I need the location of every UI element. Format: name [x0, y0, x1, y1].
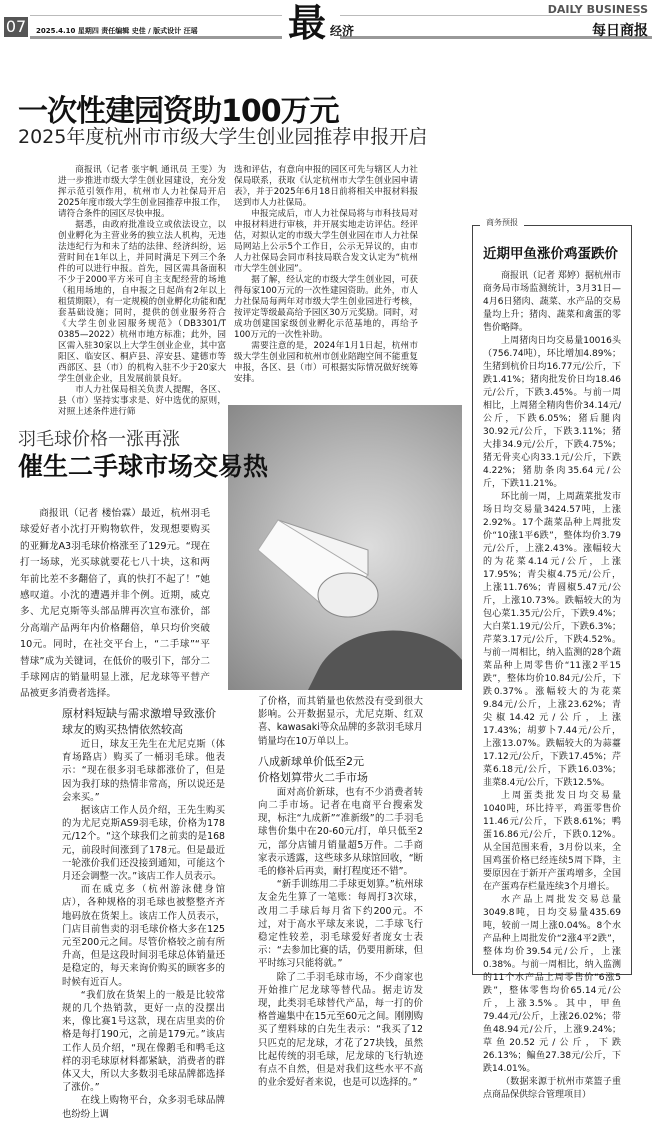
- paragraph: 了价格，而其销量也依然没有受到很大影响。公开数据显示，尤尼克斯、红双喜、kawasaki等众品牌的多款羽毛球月销量均在10万单以上。: [258, 696, 423, 747]
- dateline: 2025.4.10 星期四 责任编辑 史佳 / 版式设计 汪瑶: [36, 27, 198, 35]
- paragraph: 水产品上周批发交易总量3049.8吨，日均交易量435.69吨，较前一周上涨0.04%。8个水产品种上周批发价“2涨4平2跌”，整体均价39.54元/公斤，上涨0.38%。与前一周相比，纳入监测的11个水产品上周零售价“6涨5跌”，整体零售均价65.14元/公斤，上涨3.5%。其中，甲鱼79.44元/公斤，上涨26.02%；带鱼48.94元/公斤，上涨9.24%；草鱼20.52元/公斤，下跌26.13%；鳊鱼27.38元/公斤，下跌14.01%。: [483, 895, 621, 1074]
- subhead: 价格划算带火二手市场: [258, 770, 368, 784]
- paragraph: 商报讯（记者 楼怡霖）最近，杭州羽毛球爱好者小沈打开购物软件，发现想要购买的亚狮龙A3羽毛球价格涨至了129元。“现在打一场球，光买球就要花七八十块，这和两年前比差不多翻倍了，真的快打不起了！”她感叹道。小沈的遭遇并非个例。近期，威克多、尤尼克斯等头部品牌再次宣布涨价，部分高端产品两年内价格翻倍，单只均价突破10元。同时，在社交平台上，“二手球”“平替球”成为关键词，在低价的吸引下，部分二手球网店的销量明显上涨，尼龙球等平替产品被更多消费者选择。: [20, 508, 210, 700]
- paragraph: 据了解，经认定的市级大学生创业园，可获得每家100万元的一次性建园资助。此外，市人力社保局每两年对市级大学生创业园进行考核，按评定等级最高给予园区30万元奖励。同时，对成功创建国家级创业孵化示范基地的，再给予100万元的一次性补助。: [234, 275, 418, 340]
- sidebar-title: 近期甲鱼涨价鸡蛋跌价: [483, 246, 618, 262]
- subhead: 球友的购买热情依然较高: [62, 723, 183, 736]
- sidebar-body: [483, 270, 621, 1102]
- paragraph: 选和评估，有意向申报的园区可先与辖区人力社保局联系，获取《认定杭州市大学生创业园申请表》，并于2025年6月18日前将相关申报材料报送到市人力社保局。: [234, 165, 418, 208]
- paragraph: “新手训练用二手球更划算。”杭州球友金先生算了一笔账：每周打3次球，改用二手球后每月省下约200元。不过，对于高水平球友来说，二手球飞行稳定性较差，羽毛球爱好者庞女士表示：“去参加比赛的话，仍要用新球，但平时练习只能将就。”: [258, 879, 423, 970]
- paragraph: 商报讯（记者 张宇帆 通讯员 王雯）为进一步推进市级大学生创业园建设，充分发挥示范引领作用，杭州市人力社保局开启2025年度市级大学生创业园推荐申报工作，请符合条件的园区尽快申报。: [58, 165, 226, 219]
- brand-english: DAILY BUSINESS: [547, 3, 648, 16]
- header-rule: [30, 36, 282, 39]
- paragraph: 商报讯（记者 郑婷）据杭州市商务局市场监测统计，3月31日—4月6日猪肉、蔬菜、水产品的交易量均上升；猪肉、蔬菜和禽蛋的零售价略降。: [483, 271, 621, 333]
- sidebar-tag: 商务预报: [480, 217, 524, 228]
- header-rule-top: [30, 15, 282, 16]
- section-logo: 最: [288, 0, 327, 45]
- brand-chinese: 每日商报: [592, 23, 648, 39]
- section-name: 经济: [330, 24, 355, 38]
- paragraph: “我们放在货架上的一般是比较常规的几个热销款，更好一点的没摆出来，像比赛1号这款，现在店里卖的价格是每打190元，之前是179元。”该店工作人员介绍，“现在像鹅毛和鸭毛这样的羽毛球原材料都紧缺，消费者的群体又大，所以大多数羽毛球品牌都选择了涨价。”: [62, 989, 225, 1094]
- paragraph: 除了二手羽毛球市场，不少商家也开始推广尼龙球等替代品。据走访发现，此类羽毛球替代产品，每一打的价格普遍集中在15元至60元之间。刚刚购买了塑料球的白先生表示：“我买了12只匹克的尼龙球，才花了27块钱，虽然比起传统的羽毛球，尼龙球的飞行轨迹有点不自然，但是对我们这些水平不高的业余爱好者来说，也是可以选择的。”: [258, 971, 423, 1089]
- subheadline-1: 2025年度杭州市市级大学生创业园推荐申报开启: [18, 126, 428, 148]
- paragraph: 环比前一周，上周蔬菜批发市场日均交易量3424.57吨，上涨2.92%。17个蔬菜品种上周批发价“10涨1平6跌”，整体均价3.79元/公斤，上涨2.43%。涨幅较大的为花菜4.14元/公斤，上涨17.95%；青尖椒4.75元/公斤，上涨11.76%；青圆椒5.47元/公斤，上涨10.73%。跌幅较大的为包心菜1.35元/公斤，下跌9.4%；大白菜1.19元/公斤，下跌6.3%；芹菜3.17元/公斤，下跌4.52%。与前一周相比，纳入监测的28个蔬菜品种上周零售价“11涨2平15跌”，整体均价10.84元/公斤，下跌0.37%。涨幅较大的为花菜9.84元/公斤，上涨23.62%；青尖椒14.42元/公斤，上涨17.43%；胡萝卜7.44元/公斤，上涨13.07%。跌幅较大的为蒜薹17.12元/公斤，下跌17.45%；芹菜6.18元/公斤，下跌16.03%；韭菜8.4元/公斤，下跌12.5%。: [483, 492, 621, 788]
- headline-2: 催生二手球市场交易热: [18, 452, 269, 481]
- subhead: 原材料短缺与需求激增导致涨价: [62, 707, 216, 720]
- paragraph: 在线上购物平台，众多羽毛球品牌也纷纷上调: [62, 1095, 225, 1120]
- subhead: 八成新球单价低至2元: [258, 754, 364, 768]
- paragraph: 近日，球友王先生在尤尼克斯（体育场路店）购买了一桶羽毛球。他表示：“现在很多羽毛球都涨价了，但是因为我打球的热情非常高，所以说还是会来买。”: [62, 739, 225, 803]
- article2-lead: [20, 506, 210, 703]
- article1-col2: [234, 165, 418, 385]
- article2-col1: [62, 706, 225, 1121]
- kicker-2: 羽毛球价格一涨再涨: [18, 429, 180, 450]
- paragraph: 市人力社保局相关负责人提醒，各区、县（市）坚持实事求是、好中选优的原则，对照上述条件进行筛: [58, 385, 226, 417]
- paragraph: 面对高价新球，也有不少消费者转向二手市场。记者在电商平台搜索发现，标注“九成新”“准新级”的二手羽毛球售价集中在20-60元/打，单只低至2元，部分店铺月销量超5万件。二手商家表示透露，这些球多从球馆回收，“断毛的修补后再卖，耐打程度还不错”。: [258, 786, 423, 878]
- paragraph: 据该店工作人员介绍，王先生购买的为尤尼克斯AS9羽毛球，价格为178元/12个。“这个球我们之前卖的是168元，前段时间涨到了178元。但是最近一轮涨价我们还没接到通知，可能这个月还会调整一次。”该店工作人员表示。: [62, 805, 225, 883]
- page-number: 07: [5, 17, 27, 36]
- article1-col1: [58, 165, 226, 418]
- paragraph: 需要注意的是，2024年1月1日起，杭州市级大学生创业园和杭州市创业陪跑空间不能重复申报，各区、县（市）可根据实际情况做好统筹安排。: [234, 341, 418, 384]
- paragraph: 上周蛋类批发日均交易量1040吨，环比持平，鸡蛋零售价11.46元/公斤，下跌8.61%；鸭蛋16.86元/公斤，下跌0.12%。从全国范围来看，3月份以来，全国鸡蛋价格已经连续5周下降，主要原因在于新开产蛋鸡增多，全国在产蛋鸡存栏量连续3个月增长。: [483, 791, 621, 892]
- paragraph: 申报完成后，市人力社保局将与市科技局对申报材料进行审核，并开展实地走访评估。经评估，对拟认定的市级大学生创业园在市人力社保局网站上公示5个工作日，公示无异议的，由市人力社保局会同市科技局联合发文认定为“杭州市大学生创业园”。: [234, 209, 418, 274]
- article2-col2: [258, 695, 423, 1089]
- paragraph: 据悉，由政府批准设立或依法设立，以创业孵化为主营业务的独立法人机构，无违法违纪行为和未了结的法律、经济纠纷，运营时间在1年以上，并同时满足下列三个条件的可以进行申报。首先，园区需具备面积不少于2000平方米可自主支配经营的场地（租用场地的，自申报之日起尚有2年以上租赁期限），有一定规模的创业孵化功能和配套基础设施；同时，提供的创业服务符合《大学生创业园服务规范》（DB3301/T 0385—2022）杭州市地方标准；此外，园区需入驻30家以上大学生创业企业，其中富阳区、临安区、桐庐县、淳安县、建德市等西部区、县（市）的机构入驻不少于20家大学生创业企业，且发展前景良好。: [58, 220, 226, 384]
- paragraph: （数据来源于杭州市菜篮子重点商品保供综合管理项目）: [483, 1077, 621, 1100]
- paragraph: 而在威克多（杭州游泳健身馆店），各种规格的羽毛球也被整整齐齐地码放在货架上。该店工作人员表示，门店目前售卖的羽毛球价格大多在125元至200元之间。尽管价格较之前有所升高，但是这段时间羽毛球总体销量还是稳定的，每天来询价购买的顾客多的时候有近百人。: [62, 884, 225, 988]
- headline-1: 一次性建园资助100万元: [18, 94, 339, 129]
- paragraph: 上周猪肉日均交易量10016头（756.74吨），环比增加4.89%；生猪到杭价日均16.77元/公斤，下跌1.41%；猪肉批发价日均18.46元/公斤，下跌3.45%。与前一周相比，上周猪全精肉售价34.14元/公斤，下跌6.05%；猪后腿肉30.92元/公斤，下跌3.11%；猪大排34.9元/公斤，下跌4.75%；猪无骨夹心肉33.1元/公斤，下跌4.22%；猪肋条肉35.64元/公斤，下跌11.21%。: [483, 336, 621, 489]
- sidebar-box: [472, 225, 632, 1100]
